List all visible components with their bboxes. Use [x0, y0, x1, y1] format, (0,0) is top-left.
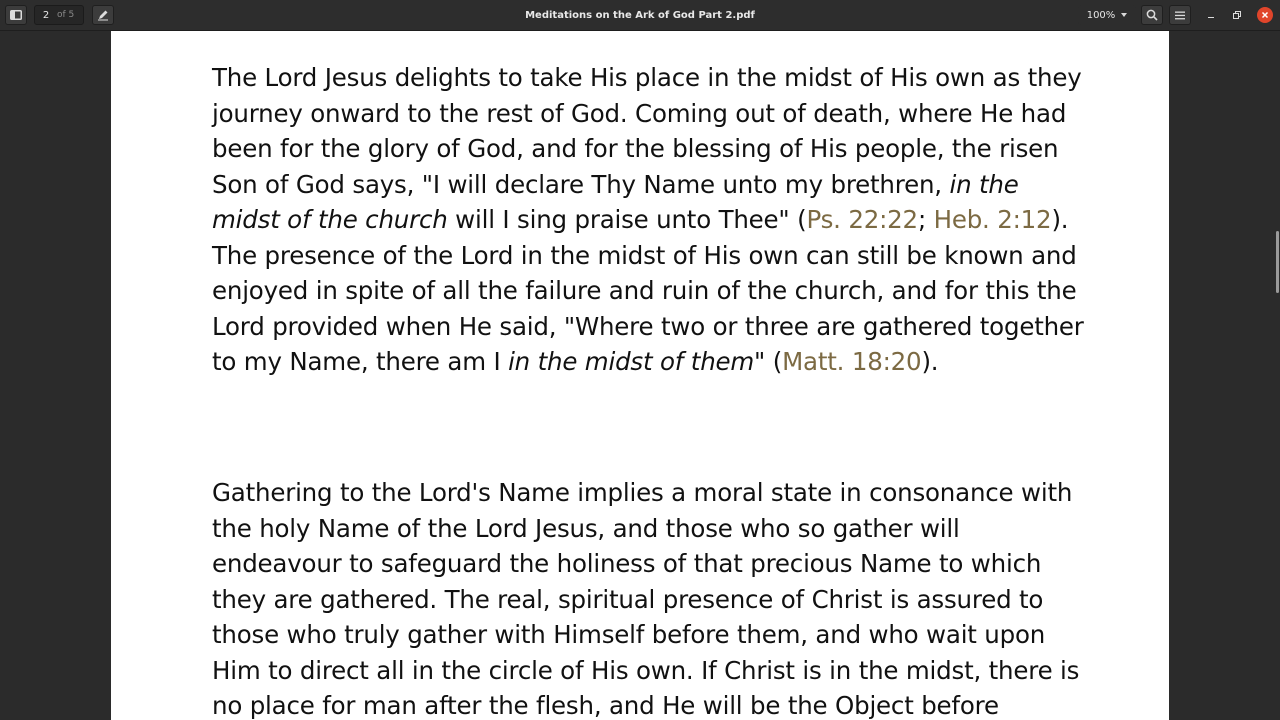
scripture-link-ps-22-22[interactable]: Ps. 22:22 [806, 205, 918, 234]
maximize-button[interactable] [1229, 7, 1245, 23]
chevron-down-icon [1121, 13, 1127, 17]
sidebar-toggle-icon [10, 10, 22, 20]
scripture-link-heb-2-12[interactable]: Heb. 2:12 [933, 205, 1052, 234]
pen-icon [97, 9, 109, 21]
zoom-dropdown[interactable] [1078, 5, 1136, 25]
search-icon [1146, 9, 1158, 21]
text-run: ( [765, 347, 783, 376]
scripture-link-matt-18-20[interactable]: Matt. 18:20 [782, 347, 922, 376]
close-button[interactable] [1257, 7, 1273, 23]
minimize-button[interactable] [1203, 7, 1219, 23]
header-bar [0, 0, 1280, 31]
text-run: ). [921, 347, 939, 376]
close-icon [1261, 11, 1269, 19]
page-number-field[interactable] [34, 5, 84, 25]
zoom-level: 100% [1086, 9, 1116, 21]
annotate-button[interactable] [92, 5, 114, 25]
search-button[interactable] [1141, 5, 1163, 25]
vertical-scrollbar[interactable] [1276, 231, 1279, 293]
window-title: Meditations on the Ark of God Part 2.pdf [525, 10, 755, 21]
minimize-icon [1207, 11, 1215, 19]
maximize-icon [1233, 11, 1241, 19]
pdf-page [111, 31, 1169, 720]
main-menu-button[interactable] [1169, 5, 1191, 25]
paragraph-1 [212, 60, 1092, 380]
italic-quote: in the midst of the church [212, 169, 1019, 234]
page-total-label: of 5 [57, 10, 75, 20]
document-viewer[interactable] [0, 31, 1280, 720]
text-run: will I sing praise unto Thee" ( [447, 205, 807, 234]
hamburger-menu-icon [1175, 11, 1185, 20]
text-run: The Lord Jesus delights to take His place in the midst of His own as they journey onward to the rest of God. Coming out of death, where He had been for the glory of God, and for the blessing of His people, the risen Son of God says, "I will declare Thy Name unto my brethren, [212, 63, 1082, 199]
text-run: ; [917, 205, 934, 234]
italic-quote: in the midst of them" [508, 347, 766, 376]
sidebar-toggle-button[interactable] [5, 5, 27, 25]
page-current-input[interactable]: 2 [42, 9, 50, 21]
paragraph-2: Gathering to the Lord's Name implies a moral state in consonance with the holy Name of the Lord Jesus, and those who so gather will endeavour to safeguard the holiness of that precious Name to which they are gathered. The real, spiritual presence of Christ is assured to those who truly gather with Himself before them, and who wait upon Him to direct all in the circle of His own. If Christ is in the midst, there is no place for man after the flesh, and He will be the Object before [212, 478, 1080, 720]
text-run: ). The presence of the Lord in the midst of His own can still be known and enjoyed in spite of all the failure and ruin of the church, and for this the Lord provided when He said, "Where two or three are gathered together to my Name, there am I [212, 205, 1084, 376]
